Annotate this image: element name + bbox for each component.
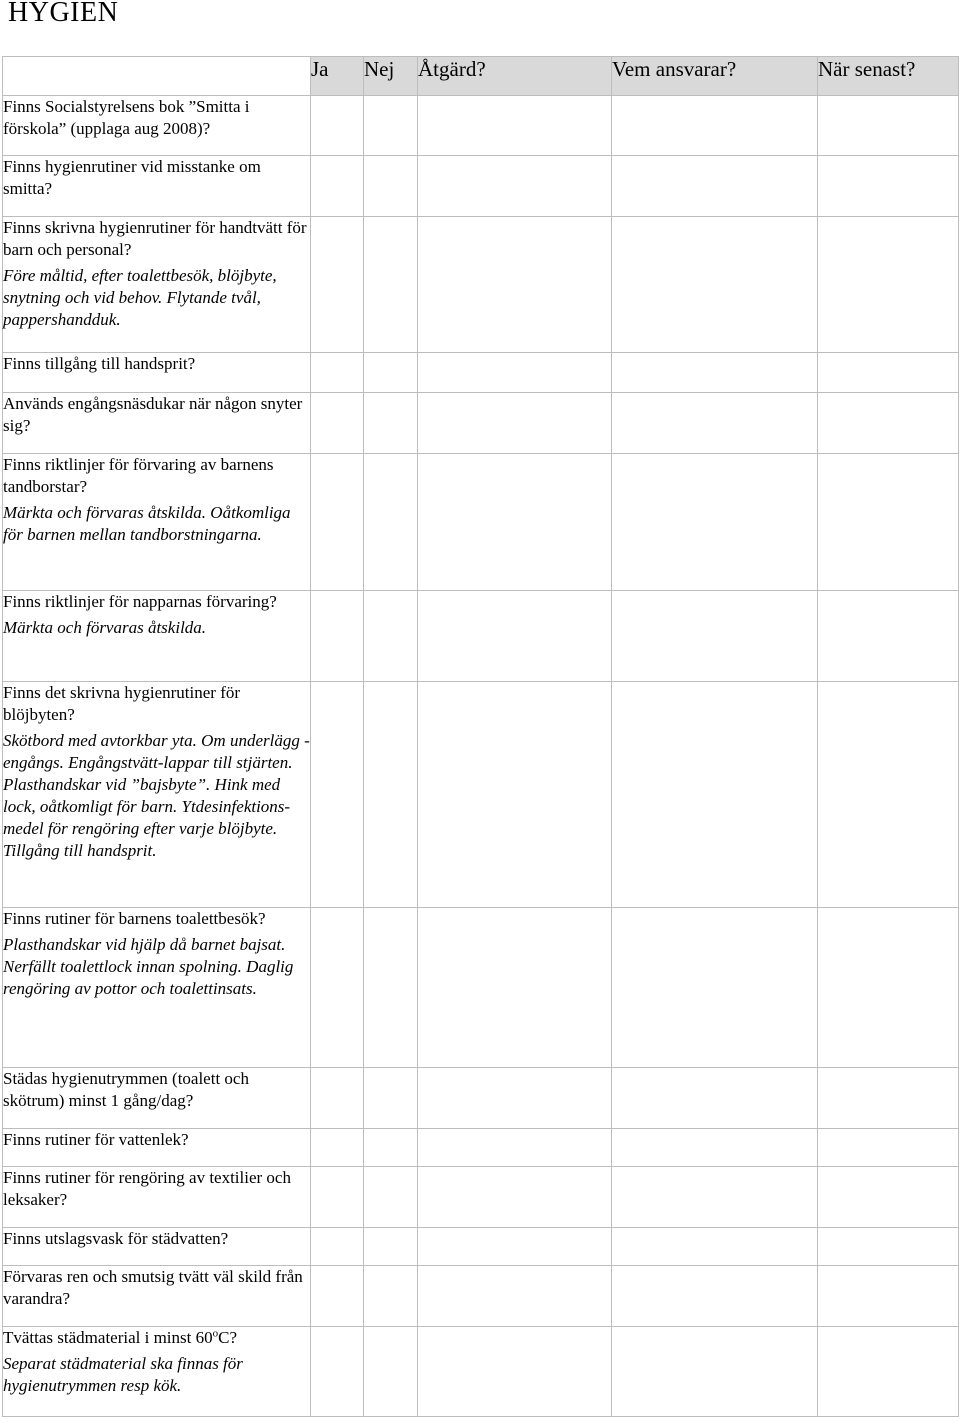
ja-cell[interactable] (311, 353, 364, 393)
nar-senast-cell[interactable] (818, 1129, 959, 1167)
vem-ansvarar-cell[interactable] (612, 1068, 818, 1129)
vem-ansvarar-cell[interactable] (612, 1228, 818, 1266)
nej-cell[interactable] (364, 217, 418, 353)
atgard-cell[interactable] (418, 217, 612, 353)
vem-ansvarar-cell[interactable] (612, 217, 818, 353)
question-text: Finns tillgång till handsprit? (3, 354, 196, 373)
header-vem-ansvarar: Vem ansvarar? (612, 57, 818, 96)
question-text: Finns riktlinjer för förvaring av barnens tandborstar? (3, 455, 274, 496)
question-text: Förvaras ren och smutsig tvätt väl skild från varandra? (3, 1267, 303, 1308)
page-title: HYGIEN (8, 0, 119, 28)
table-row (3, 217, 959, 353)
question-cell (3, 217, 311, 353)
nej-cell[interactable] (364, 353, 418, 393)
question-note: Skötbord med avtorkbar yta. Om underlägg - engångs. Engångstvätt-lappar till stjärten. Plasthandskar vid ”bajsbyte”. Hink med lock, oåtkomligt för barn. Ytdesinfektions-medel för rengöring efter varje blöjbyte. Tillgång till handsprit. (3, 731, 310, 860)
ja-cell[interactable] (311, 156, 364, 217)
vem-ansvarar-cell[interactable] (612, 454, 818, 591)
nar-senast-cell[interactable] (818, 1068, 959, 1129)
nar-senast-cell[interactable] (818, 591, 959, 682)
atgard-cell[interactable] (418, 1129, 612, 1167)
question-cell (3, 1266, 311, 1327)
question-text: Finns utslagsvask för städvatten? (3, 1229, 229, 1248)
vem-ansvarar-cell[interactable] (612, 908, 818, 1068)
vem-ansvarar-cell[interactable] (612, 591, 818, 682)
nar-senast-cell[interactable] (818, 454, 959, 591)
question-text: Finns rutiner för rengöring av textilier och leksaker? (3, 1168, 291, 1209)
nej-cell[interactable] (364, 1068, 418, 1129)
question-cell (3, 1167, 311, 1228)
question-cell (3, 393, 311, 454)
atgard-cell[interactable] (418, 454, 612, 591)
nar-senast-cell[interactable] (818, 96, 959, 156)
table-row (3, 1327, 959, 1417)
question-text-end: C? (218, 1328, 238, 1347)
atgard-cell[interactable] (418, 908, 612, 1068)
question-note: Före måltid, efter toalettbesök, blöjbyte, snytning och vid behov. Flytande tvål, pappershandduk. (3, 266, 277, 329)
nej-cell[interactable] (364, 454, 418, 591)
ja-cell[interactable] (311, 1228, 364, 1266)
atgard-cell[interactable] (418, 1068, 612, 1129)
degree-superscript: o (212, 1327, 219, 1340)
nar-senast-cell[interactable] (818, 353, 959, 393)
ja-cell[interactable] (311, 908, 364, 1068)
table-row (3, 156, 959, 217)
table-row (3, 454, 959, 591)
question-cell (3, 908, 311, 1068)
question-cell (3, 96, 311, 156)
atgard-cell[interactable] (418, 96, 612, 156)
hygiene-checklist-table (2, 56, 959, 1417)
question-note: Separat städmaterial ska finnas för hygienutrymmen resp kök. (3, 1354, 243, 1395)
table-row (3, 1129, 959, 1167)
atgard-cell[interactable] (418, 591, 612, 682)
nar-senast-cell[interactable] (818, 393, 959, 454)
question-cell (3, 1228, 311, 1266)
question-cell (3, 682, 311, 908)
atgard-cell[interactable] (418, 156, 612, 217)
question-text: Används engångsnäsdukar när någon snyter sig? (3, 394, 303, 435)
vem-ansvarar-cell[interactable] (612, 1327, 818, 1417)
vem-ansvarar-cell[interactable] (612, 393, 818, 454)
question-cell (3, 591, 311, 682)
question-note: Märkta och förvaras åtskilda. (3, 618, 207, 637)
nej-cell[interactable] (364, 591, 418, 682)
nar-senast-cell[interactable] (818, 682, 959, 908)
question-cell (3, 353, 311, 393)
question-text-start: Tvättas städmaterial i minst 60 (3, 1328, 213, 1347)
nar-senast-cell[interactable] (818, 1327, 959, 1417)
nej-cell[interactable] (364, 1228, 418, 1266)
nej-cell[interactable] (364, 908, 418, 1068)
vem-ansvarar-cell[interactable] (612, 96, 818, 156)
table-row (3, 591, 959, 682)
question-text: Finns det skrivna hygienrutiner för blöjbyten? (3, 683, 241, 724)
question-cell (3, 156, 311, 217)
question-cell (3, 454, 311, 591)
vem-ansvarar-cell[interactable] (612, 1167, 818, 1228)
header-nej: Nej (364, 57, 418, 96)
question-text: Finns riktlinjer för napparnas förvaring? (3, 592, 277, 611)
nar-senast-cell[interactable] (818, 1228, 959, 1266)
question-text: Städas hygienutrymmen (toalett och skötrum) minst 1 gång/dag? (3, 1069, 249, 1110)
vem-ansvarar-cell[interactable] (612, 1266, 818, 1327)
nej-cell[interactable] (364, 96, 418, 156)
header-row (3, 57, 959, 96)
table-row (3, 1266, 959, 1327)
nar-senast-cell[interactable] (818, 908, 959, 1068)
nej-cell[interactable] (364, 1129, 418, 1167)
question-text: Finns rutiner för vattenlek? (3, 1130, 189, 1149)
question-text: Finns hygienrutiner vid misstanke om smitta? (3, 157, 261, 198)
atgard-cell[interactable] (418, 393, 612, 454)
question-note: Märkta och förvaras åtskilda. Oåtkomliga för barnen mellan tandborstningarna. (3, 503, 291, 544)
ja-cell[interactable] (311, 1327, 364, 1417)
ja-cell[interactable] (311, 591, 364, 682)
vem-ansvarar-cell[interactable] (612, 1129, 818, 1167)
table-row (3, 908, 959, 1068)
question-text: Finns skrivna hygienrutiner för handtvätt för barn och personal? (3, 218, 307, 259)
ja-cell[interactable] (311, 393, 364, 454)
ja-cell[interactable] (311, 682, 364, 908)
nej-cell[interactable] (364, 156, 418, 217)
ja-cell[interactable] (311, 1068, 364, 1129)
question-text: Finns Socialstyrelsens bok ”Smitta i förskola” (upplaga aug 2008)? (3, 97, 250, 138)
nar-senast-cell[interactable] (818, 1167, 959, 1228)
table-row (3, 1228, 959, 1266)
nej-cell[interactable] (364, 393, 418, 454)
ja-cell[interactable] (311, 1167, 364, 1228)
ja-cell[interactable] (311, 454, 364, 591)
table-row (3, 353, 959, 393)
question-cell (3, 1327, 311, 1417)
vem-ansvarar-cell[interactable] (612, 353, 818, 393)
header-ja: Ja (311, 57, 364, 96)
ja-cell[interactable] (311, 96, 364, 156)
header-nar-senast: När senast? (818, 57, 959, 96)
atgard-cell[interactable] (418, 1228, 612, 1266)
table-row (3, 1068, 959, 1129)
question-text (3, 1327, 310, 1349)
nar-senast-cell[interactable] (818, 1266, 959, 1327)
atgard-cell[interactable] (418, 1266, 612, 1327)
question-cell (3, 1129, 311, 1167)
nej-cell[interactable] (364, 682, 418, 908)
nej-cell[interactable] (364, 1327, 418, 1417)
table-row (3, 393, 959, 454)
table-row (3, 682, 959, 908)
vem-ansvarar-cell[interactable] (612, 156, 818, 217)
nar-senast-cell[interactable] (818, 217, 959, 353)
question-cell (3, 1068, 311, 1129)
atgard-cell[interactable] (418, 682, 612, 908)
ja-cell[interactable] (311, 1129, 364, 1167)
header-question-cell (3, 57, 311, 96)
header-atgard: Åtgärd? (418, 57, 612, 96)
question-text: Finns rutiner för barnens toalettbesök? (3, 909, 266, 928)
vem-ansvarar-cell[interactable] (612, 682, 818, 908)
atgard-cell[interactable] (418, 353, 612, 393)
nar-senast-cell[interactable] (818, 156, 959, 217)
ja-cell[interactable] (311, 1266, 364, 1327)
ja-cell[interactable] (311, 217, 364, 353)
question-note: Plasthandskar vid hjälp då barnet bajsat. Nerfällt toalettlock innan spolning. Daglig rengöring av pottor och toalettinsats. (3, 935, 294, 998)
nej-cell[interactable] (364, 1167, 418, 1228)
nej-cell[interactable] (364, 1266, 418, 1327)
table-row (3, 96, 959, 156)
table-row (3, 1167, 959, 1228)
atgard-cell[interactable] (418, 1327, 612, 1417)
atgard-cell[interactable] (418, 1167, 612, 1228)
